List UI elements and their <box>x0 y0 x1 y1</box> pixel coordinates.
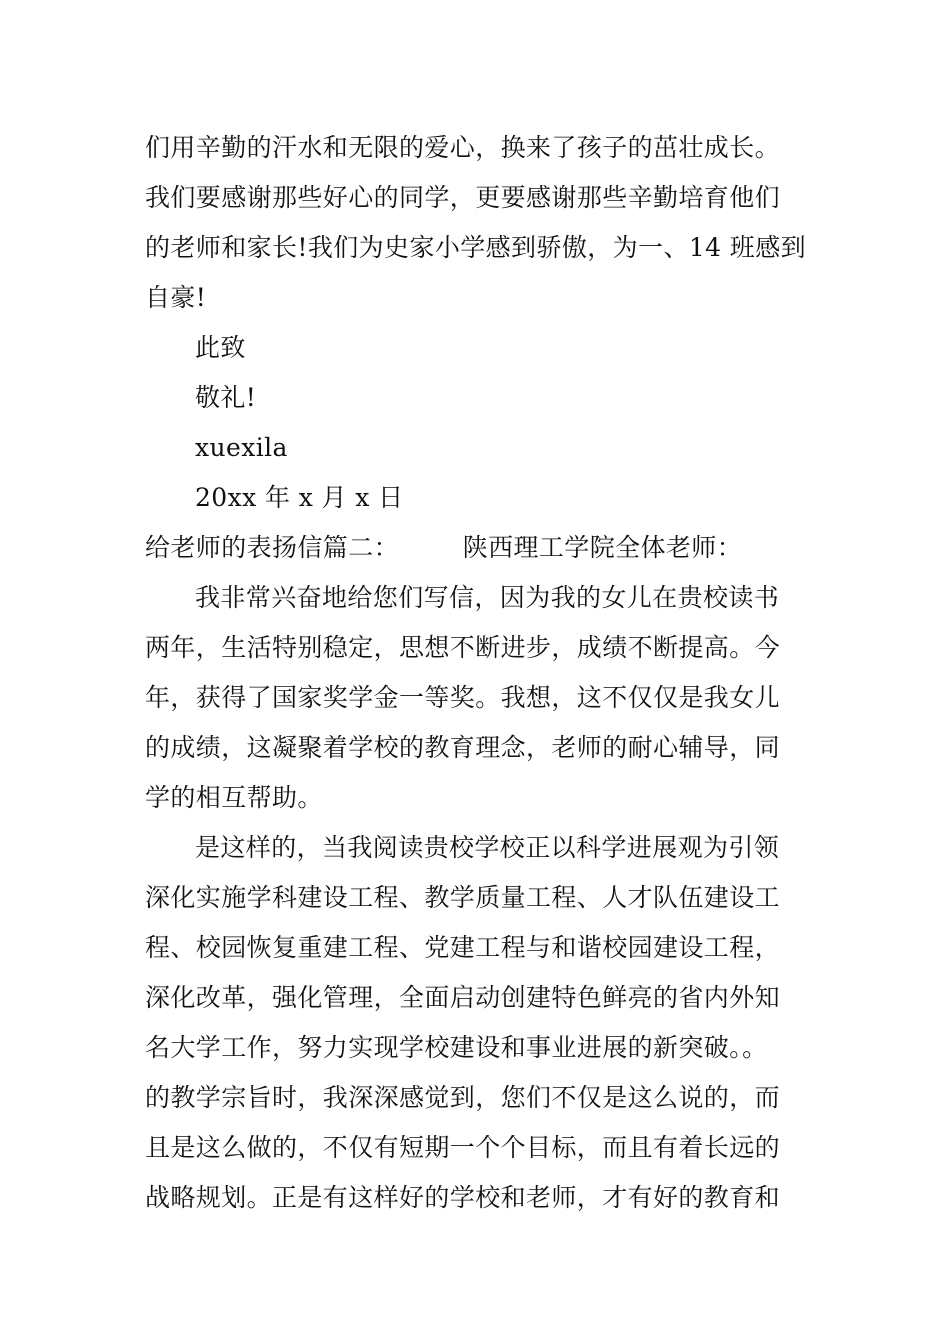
text-line: 的成绩，这凝聚着学校的教育理念，老师的耐心辅导，同 <box>145 733 781 762</box>
text-line: 年，获得了国家奖学金一等奖。我想，这不仅仅是我女儿 <box>145 683 781 712</box>
text-line: 且是这么做的，不仅有短期一个个目标，而且有着长远的 <box>145 1133 781 1162</box>
text-line: 我非常兴奋地给您们写信，因为我的女儿在贵校读书 <box>195 583 780 612</box>
text-line: 的老师和家长!我们为史家小学感到骄傲，为一、14 班感到 <box>145 233 807 262</box>
text-line: 我们要感谢那些好心的同学，更要感谢那些辛勤培育他们 <box>145 183 781 212</box>
text-line: 是这样的，当我阅读贵校学校正以科学进展观为引领 <box>195 833 780 862</box>
text-line: 学的相互帮助。 <box>145 783 323 812</box>
text-line: 的教学宗旨时，我深深感觉到，您们不仅是这么说的，而 <box>145 1083 781 1112</box>
closing-regards: 敬礼! <box>195 383 257 412</box>
text-line: 程、校园恢复重建工程、党建工程与和谐校园建设工程， <box>145 933 781 962</box>
closing-salutation: 此致 <box>195 333 246 362</box>
text-line: 们用辛勤的汗水和无限的爱心，换来了孩子的茁壮成长。 <box>145 133 781 162</box>
text-line: 自豪! <box>145 283 207 312</box>
text-line: 战略规划。正是有这样好的学校和老师，才有好的教育和 <box>145 1183 781 1212</box>
signature: xuexila <box>195 433 288 462</box>
text-line: 深化改革，强化管理，全面启动创建特色鲜亮的省内外知 <box>145 983 781 1012</box>
text-line: 两年，生活特别稳定，思想不断进步，成绩不断提高。今 <box>145 633 781 662</box>
text-line: 深化实施学科建设工程、教学质量工程、人才队伍建设工 <box>145 883 781 912</box>
section-heading: 给老师的表扬信篇二： 陕西理工学院全体老师： <box>145 533 743 562</box>
date-line: 20xx 年 x 月 x 日 <box>195 483 404 512</box>
text-line: 名大学工作，努力实现学校建设和事业进展的新突破。。 <box>145 1033 768 1062</box>
